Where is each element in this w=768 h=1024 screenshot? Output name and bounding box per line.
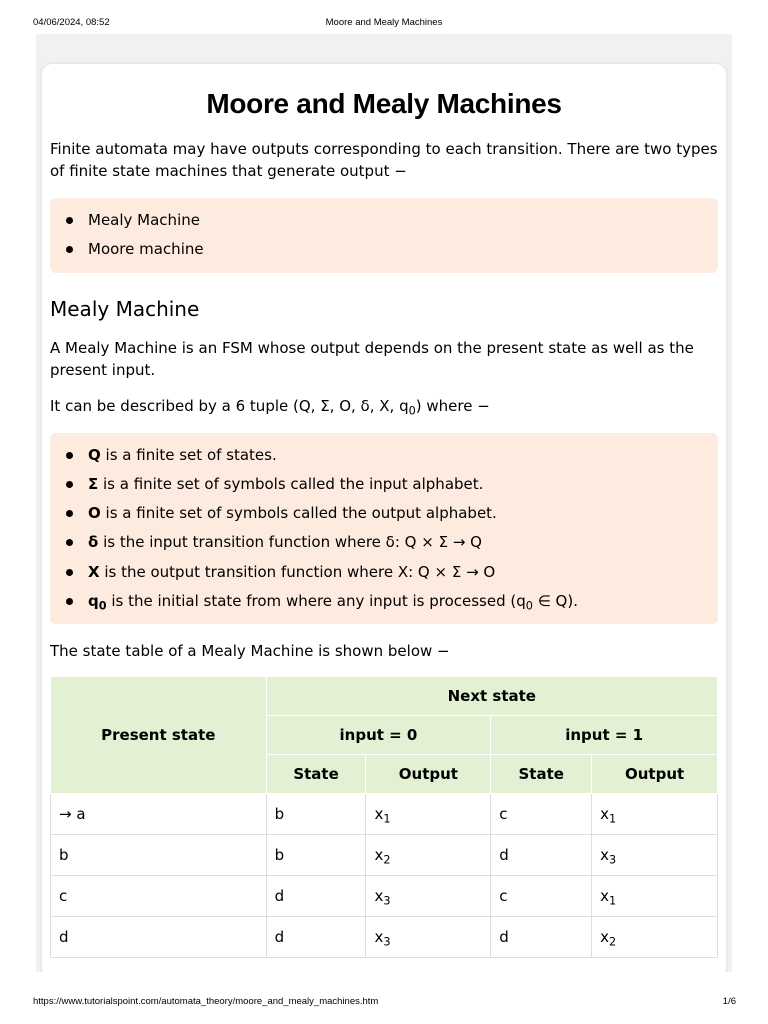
header-output: Output [366,755,491,794]
table-intro: The state table of a Mealy Machine is shown below − [50,642,450,661]
print-url: https://www.tutorialspoint.com/automata_theory/moore_and_mealy_machines.htm [33,996,379,1007]
list-item [50,470,718,499]
list-item [50,528,718,557]
mealy-state-table [50,676,718,958]
article-content [50,64,718,958]
cell-output-0: $x_3$ [366,876,491,917]
bullet-icon [66,539,73,546]
intro-paragraph: Finite automata may have outputs corresponding to each transition. There are two types of finite state machines that generate output − [50,140,718,180]
component-symbol: O [88,504,101,523]
list-item [50,587,718,616]
header-next-state: Next state [266,677,717,716]
cell-output-1: $x_2$ [592,917,718,958]
cell-next-state-1: d [491,835,592,876]
page-title: Moore and Mealy Machines [206,88,562,119]
header-input-0: input = 0 [266,716,491,755]
bullet-icon [66,246,73,253]
bullet-icon [66,510,73,517]
print-footer [0,996,768,1016]
q0-symbol-subscript: 0 [98,599,107,613]
tuple-suffix: ) where − [415,396,490,415]
mealy-description: A Mealy Machine is an FSM whose output depends on the present state as well as the present input. [50,338,694,379]
cell-next-state-0: b [266,794,366,835]
cell-present-state: d [51,917,267,958]
table-row [51,794,718,835]
bullet-icon [66,569,73,576]
page-background [36,34,732,972]
tuple-sentence [50,395,718,417]
list-item [50,206,718,235]
component-text-end: ∈ Q). [532,592,578,611]
q0-text-subscript: 0 [525,599,533,613]
cell-present-state: c [51,876,267,917]
component-text: is the output transition function where X: Q × Σ → O [99,562,496,581]
header-state: State [266,755,366,794]
print-doc-title: Moore and Mealy Machines [325,17,443,28]
tuple-components-callout [50,433,718,625]
machine-types-callout [50,198,718,273]
component-symbol: Σ [88,474,99,493]
component-text: is a finite set of states. [100,445,277,464]
component-symbol: Q [88,445,101,464]
list-item [50,441,718,470]
cell-output-0: $x_1$ [366,794,491,835]
cell-output-0: $x_2$ [366,835,491,876]
machine-type-label: Mealy Machine [88,211,200,229]
cell-next-state-1: c [491,794,592,835]
machine-type-label: Moore machine [88,240,204,259]
component-text: is a finite set of symbols called the input alphabet. [98,474,484,493]
tuple-prefix: It can be described by a 6 tuple (Q, Σ, O, δ, X, q [50,396,409,415]
header-output: Output [592,755,718,794]
cell-next-state-1: d [491,917,592,958]
header-state: State [491,755,592,794]
component-text: is the input transition function where δ: Q × Σ → Q [98,533,482,552]
bullet-icon [66,481,73,488]
cell-output-0: $x_3$ [366,917,491,958]
table-row [51,917,718,958]
print-datetime: 04/06/2024, 08:52 [33,17,110,28]
cell-next-state-0: b [266,835,366,876]
list-item [50,235,718,264]
q0-symbol: q [88,592,99,611]
print-header [0,0,768,34]
component-symbol: δ [88,533,99,552]
cell-next-state-1: c [491,876,592,917]
header-present-state: Present state [51,677,267,794]
article-card [42,64,726,972]
table-row [51,835,718,876]
cell-present-state: b [51,835,267,876]
header-input-1: input = 1 [491,716,718,755]
component-text: is a finite set of symbols called the output alphabet. [100,504,497,523]
cell-output-1: $x_3$ [592,835,718,876]
cell-output-1: $x_1$ [592,794,718,835]
page-number: 1/6 [722,996,736,1007]
machine-types-list [50,206,718,265]
bullet-icon [66,598,73,605]
component-symbol: X [88,562,100,581]
tuple-components-list [50,441,718,617]
tuple-subscript: 0 [408,403,416,417]
component-text: is the initial state from where any input is processed (q [106,592,526,611]
list-item [50,499,718,528]
cell-present-state: → a [51,794,267,835]
list-item [50,558,718,587]
bullet-icon [66,217,73,224]
cell-next-state-0: d [266,876,366,917]
component-symbol [88,592,107,613]
bullet-icon [66,452,73,459]
cell-next-state-0: d [266,917,366,958]
table-row [51,876,718,917]
section-heading-mealy: Mealy Machine [50,296,200,321]
cell-output-1: $x_1$ [592,876,718,917]
